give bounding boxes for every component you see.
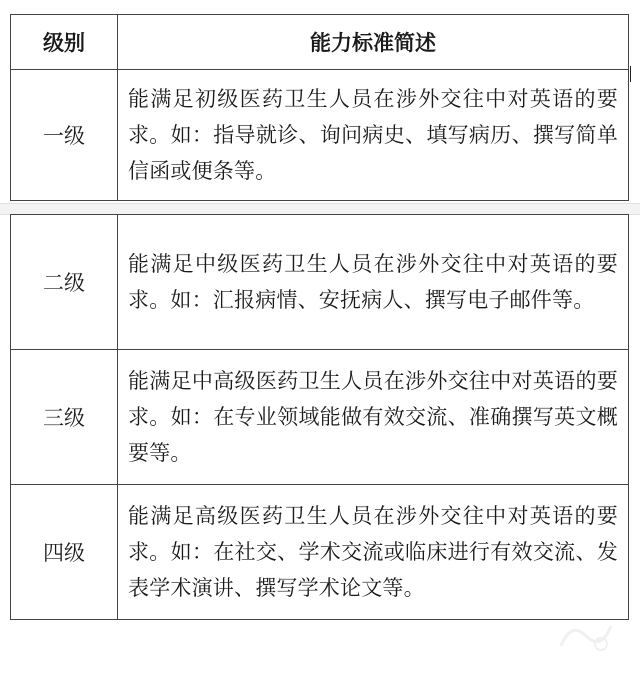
description-cell: 能满足中级医药卫生人员在涉外交往中对英语的要求。如：汇报病情、安抚病人、撰写电子邮件等。	[118, 215, 629, 350]
level-cell: 一级	[11, 70, 118, 201]
level-cell: 二级	[11, 215, 118, 350]
level-cell: 三级	[11, 350, 118, 485]
text-cursor	[630, 66, 631, 82]
table-header-row	[11, 15, 629, 70]
level-standards-table-part2	[10, 214, 629, 620]
description-cell: 能满足高级医药卫生人员在涉外交往中对英语的要求。如：在社交、学术交流或临床进行有效交流、发表学术演讲、撰写学术论文等。	[118, 485, 629, 620]
table-row	[11, 485, 629, 620]
level-standards-table-part1	[10, 14, 629, 201]
table-row	[11, 350, 629, 485]
level-cell: 四级	[11, 485, 118, 620]
header-level: 级别	[11, 15, 118, 70]
table-row	[11, 70, 629, 201]
watermark-logo-icon	[556, 616, 616, 656]
header-description: 能力标准简述	[118, 15, 629, 70]
description-cell: 能满足初级医药卫生人员在涉外交往中对英语的要求。如：指导就诊、询问病史、填写病历、撰写简单信函或便条等。	[118, 70, 629, 201]
table-row	[11, 215, 629, 350]
description-cell: 能满足中高级医药卫生人员在涉外交往中对英语的要求。如：在专业领域能做有效交流、准确撰写英文概要等。	[118, 350, 629, 485]
